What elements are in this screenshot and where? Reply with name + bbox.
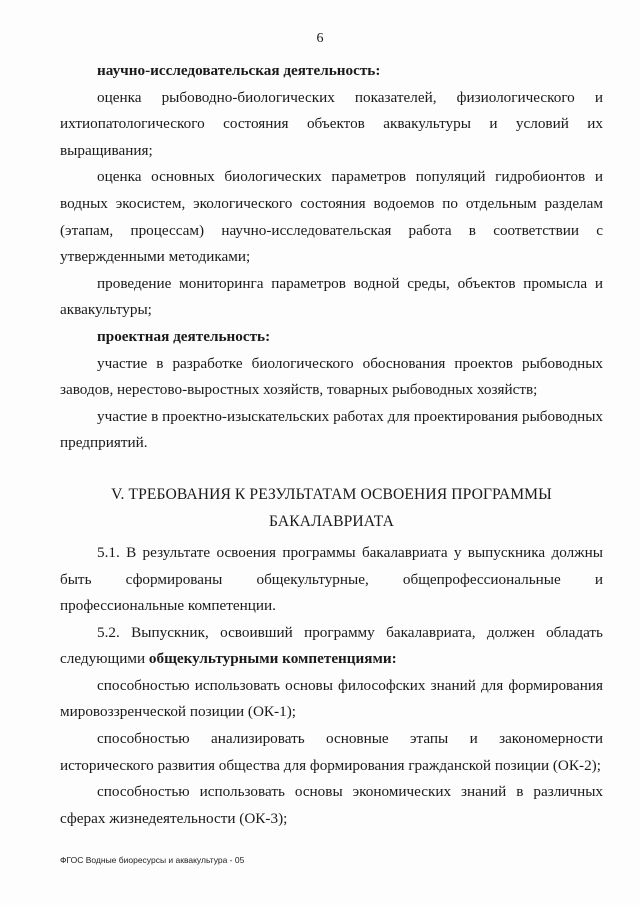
section-title-line-1: V. ТРЕБОВАНИЯ К РЕЗУЛЬТАТАМ ОСВОЕНИЯ ПРОГРАММЫ bbox=[111, 485, 552, 503]
paragraph-5-1: 5.1. В результате освоения программы бакалавриата у выпускника должны быть сформированы общекультурные, общепрофессиональные и профессиональные компетенции. bbox=[60, 543, 603, 615]
research-item-1: оценка рыбоводно-биологических показателей, физиологического и ихтиопатологического состояния объектов аквакультуры и условий их выращивания; bbox=[60, 88, 603, 159]
project-item-1: участие в разработке биологического обоснования проектов рыбоводных заводов, нерестово-выростных хозяйств, товарных рыбоводных хозяйств; bbox=[60, 354, 603, 399]
paragraph-5-2-bold: общекультурными компетенциями: bbox=[148, 650, 397, 668]
paragraph-5-2-text: 5.2. Выпускник, освоивший программу бакалавриата, должен обладать следующими bbox=[60, 623, 603, 668]
page-content bbox=[60, 58, 603, 832]
paragraph-5-2 bbox=[60, 620, 603, 673]
section-title-line-2: БАКАЛАВРИАТА bbox=[269, 512, 394, 530]
competence-ok-1: способностью использовать основы философских знаний для формирования мировоззренческой позиции (ОК-1); bbox=[60, 676, 603, 721]
page-footer: ФГОС Водные биоресурсы и аквакультура - 05 bbox=[60, 855, 245, 865]
project-item-2: участие в проектно-изыскательских работах для проектирования рыбоводных предприятий. bbox=[60, 407, 603, 452]
project-heading: проектная деятельность: bbox=[97, 327, 271, 345]
page-number: 6 bbox=[316, 31, 324, 46]
research-item-2: оценка основных биологических параметров популяций гидробионтов и водных экосистем, экологического состояния водоемов по отдельным разделам (этапам, процессам) научно-исследовательская работа в соответствии с утвержденными методиками; bbox=[60, 168, 603, 266]
research-heading: научно-исследовательская деятельность: bbox=[97, 62, 381, 79]
competence-ok-2: способностью анализировать основные этапы и закономерности исторического развития общества для формирования гражданской позиции (ОК-2); bbox=[60, 730, 603, 774]
competence-ok-3: способностью использовать основы экономических знаний в различных сферах жизнедеятельности (ОК-3); bbox=[60, 783, 603, 827]
research-item-3: проведение мониторинга параметров водной среды, объектов промысла и аквакультуры; bbox=[60, 274, 603, 319]
